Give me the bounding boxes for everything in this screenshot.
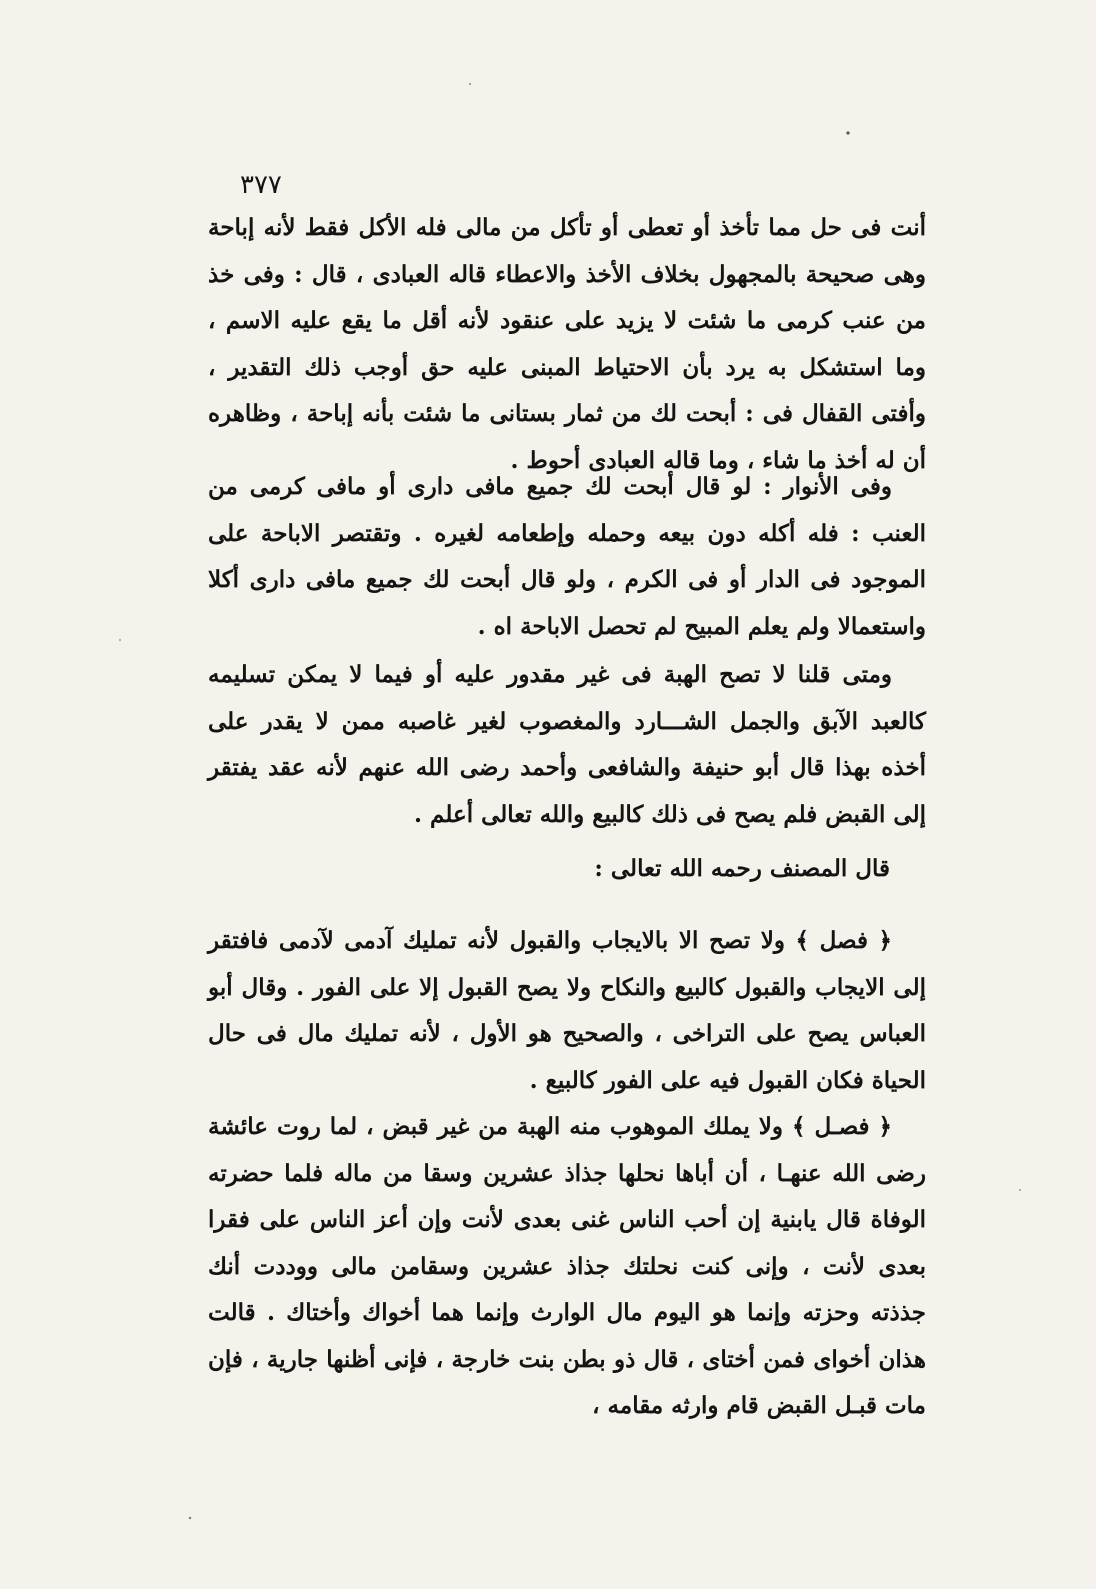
paragraph-anwar: وفى الأنوار : لو قال أبحت لك جميع مافى دارى أو مافى كرمى من العنب : فله أكله دون بيعه وحمله وإطعامه لغيره . وتقتصر الاباحة على الموجود فى الدار أو فى الكرم ، ولو قال أبحت لك جميع مافى دارى أكلا واستعمالا ولم يعلم المبيح لم تحصل الاباحة اه . xyxy=(208,473,926,640)
paragraph-fasl-qabd: ﴿ فصـل ﴾ ولا يملك الموهوب منه الهبة من غير قبض ، لما روت عائشة رضى الله عنهـا ، أن أباها نحلها جذاذ عشرين وسقا من ماله فلما حضرته الوفاة قال يابنية إن أحب الناس غنى بعدى لأنت وإن أعز الناس على فقرا بعدى لأنت ، وإنى كنت نحلتك جذاذ عشرين وسقامن مالى ووددت أنك جذذته وحزته وإنما هو اليوم مال الوارث وإنما هما أخواك وأختاك . قالت هذان أخواى فمن أختاى ، قال ذو بطن بنت خارجة ، فإنى أظنها جارية ، فإن مات قبـل القبض قام وارثه مقامه ، xyxy=(208,1113,926,1419)
paragraph-hiba: ومتى قلنا لا تصح الهبة فى غير مقدور عليه أو فيما لا يمكن تسليمه كالعبد الآبق والجمل الشـــارد والمغصوب لغير غاصبه ممن لا يقدر على أخذه بهذا قال أبو حنيفة والشافعى وأحمد رضى الله عنهم لأنه عقد يفتقر إلى القبض فلم يصح فى ذلك كالبيع والله تعالى أعلم . xyxy=(208,661,926,828)
paragraph-continuation: أنت فى حل مما تأخذ أو تعطى أو تأكل من مالى فله الأكل فقط لأنه إباحة وهى صحيحة بالمجهول بخلاف الأخذ والاعطاء قاله العبادى ، قال : وفى خذ من عنب كرمى ما شئت لا يزيد على عنقود لأنه أقل ما يقع عليه الاسم ، وما استشكل به يرد بأن الاحتياط المبنى عليه حق أوجب ذلك التقدير ، وأفتى القفال فى : أبحت لك من ثمار بستانى ما شئت بأنه إباحة ، وظاهره أن له أخذ ما شاء ، وما قاله العبادى أحوط . xyxy=(208,214,926,474)
text-paragraph xyxy=(208,918,926,1104)
paragraph-fasl-ijab: ﴿ فصل ﴾ ولا تصح الا بالايجاب والقبول لأنه تمليك آدمى لآدمى فافتقر إلى الايجاب والقبول كالبيع والنكاح ولا يصح القبول إلا على الفور . وقال أبو العباس يصح على التراخى ، والصحيح هو الأول ، لأنه تمليك مال فى حال الحياة فكان القبول فيه على الفور كالبيع . xyxy=(208,927,926,1094)
section-heading xyxy=(208,846,926,893)
text-paragraph xyxy=(208,1104,926,1430)
author-heading: قال المصنف رحمه الله تعالى : xyxy=(594,855,890,882)
text-paragraph xyxy=(208,652,926,838)
text-paragraph xyxy=(208,205,926,484)
page-number: ٣٧٧ xyxy=(240,170,282,200)
text-paragraph xyxy=(208,464,926,650)
